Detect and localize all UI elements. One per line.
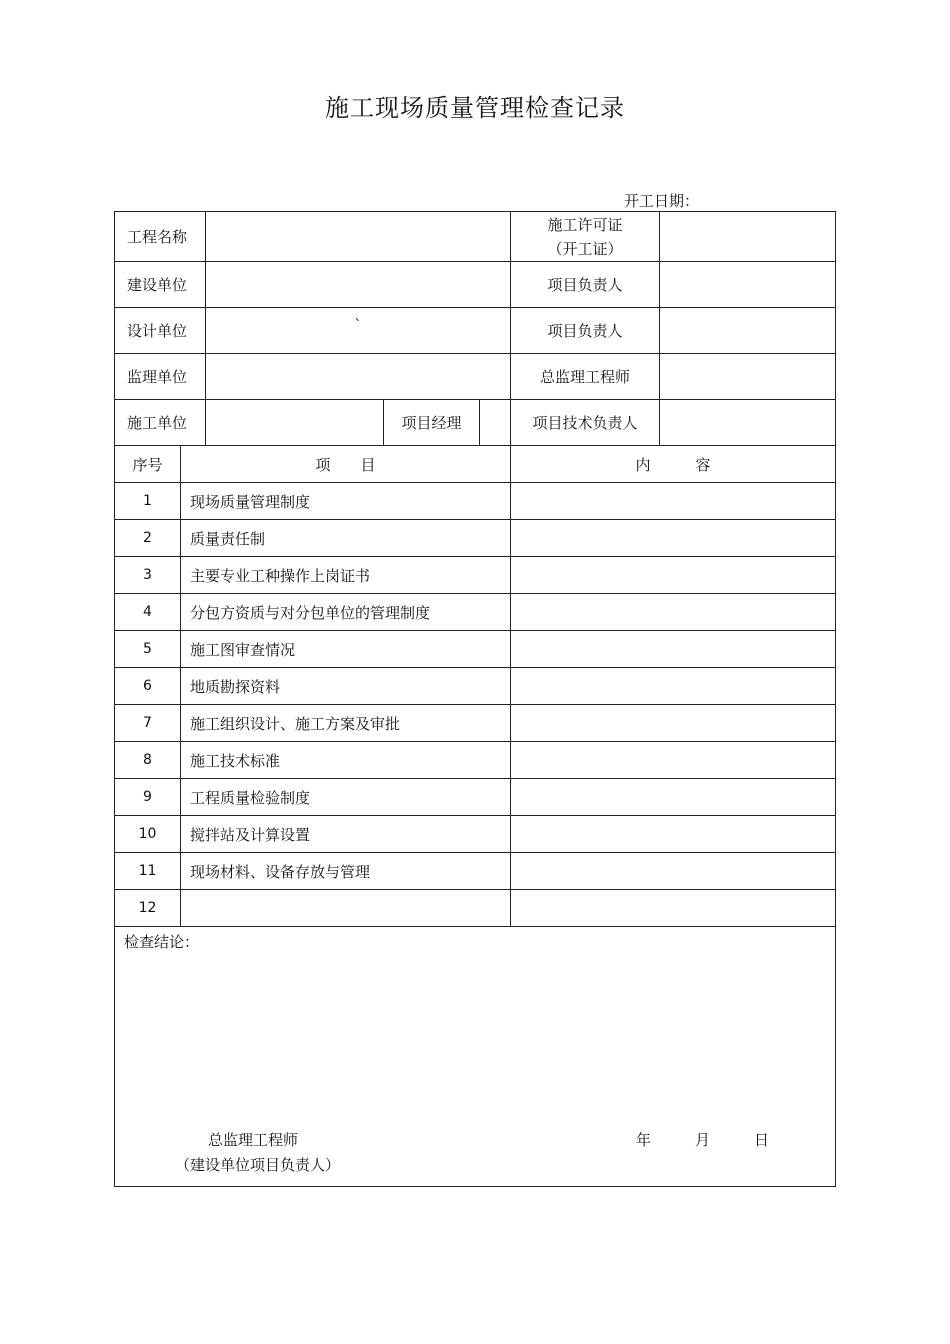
supervision-unit-label: 监理单位 — [115, 354, 206, 400]
table-row — [115, 779, 836, 816]
row-number: 3 — [115, 557, 181, 594]
chief-supervisor-label: 总监理工程师 — [511, 354, 660, 400]
construction-unit-label: 施工单位 — [115, 400, 206, 446]
technical-lead-label: 项目技术负责人 — [511, 400, 660, 446]
row-number: 9 — [115, 779, 181, 816]
row-item: 主要专业工种操作上岗证书 — [181, 557, 511, 594]
row-content[interactable] — [511, 890, 836, 927]
table-row — [115, 594, 836, 631]
col-header-content: 内 容 — [511, 446, 836, 483]
start-date-label: 开工日期： — [624, 192, 700, 210]
row-content[interactable] — [511, 779, 836, 816]
row-item: 施工技术标准 — [181, 742, 511, 779]
row-content[interactable] — [511, 631, 836, 668]
row-content[interactable] — [511, 742, 836, 779]
project-manager-label: 项目经理 — [384, 400, 480, 446]
build-manager-value[interactable] — [660, 262, 836, 308]
row-content[interactable] — [511, 668, 836, 705]
table-row — [115, 890, 836, 927]
row-number: 4 — [115, 594, 181, 631]
row-item — [181, 890, 511, 927]
table-row — [115, 853, 836, 890]
table-row — [115, 483, 836, 520]
row-content[interactable] — [511, 557, 836, 594]
row-number: 2 — [115, 520, 181, 557]
construction-unit-value[interactable] — [206, 400, 384, 446]
row-content[interactable] — [511, 853, 836, 890]
month-label: 月 — [695, 1131, 711, 1149]
project-manager-value[interactable] — [480, 400, 511, 446]
table-row — [115, 520, 836, 557]
row-number: 1 — [115, 483, 181, 520]
table-row — [115, 742, 836, 779]
day-label: 日 — [754, 1131, 770, 1149]
row-content[interactable] — [511, 483, 836, 520]
row-content[interactable] — [511, 520, 836, 557]
inspection-table — [114, 211, 836, 1187]
supervision-unit-value[interactable] — [206, 354, 511, 400]
table-row — [115, 631, 836, 668]
row-number: 8 — [115, 742, 181, 779]
row-item: 现场材料、设备存放与管理 — [181, 853, 511, 890]
row-content[interactable] — [511, 594, 836, 631]
row-number: 11 — [115, 853, 181, 890]
table-row — [115, 816, 836, 853]
row-number: 5 — [115, 631, 181, 668]
row-item: 现场质量管理制度 — [181, 483, 511, 520]
table-row — [115, 705, 836, 742]
permit-value[interactable] — [660, 212, 836, 262]
row-content[interactable] — [511, 816, 836, 853]
project-name-value[interactable] — [206, 212, 511, 262]
stray-mark: ` — [354, 316, 362, 334]
row-content[interactable] — [511, 705, 836, 742]
table-row — [115, 557, 836, 594]
build-unit-value[interactable] — [206, 262, 511, 308]
design-unit-label: 设计单位 — [115, 308, 206, 354]
row-item: 质量责任制 — [181, 520, 511, 557]
permit-label — [511, 212, 660, 262]
row-item: 搅拌站及计算设置 — [181, 816, 511, 853]
build-manager-label: 项目负责人 — [511, 262, 660, 308]
conclusion-label: 检查结论： — [124, 933, 200, 951]
row-item: 地质勘探资料 — [181, 668, 511, 705]
page-title: 施工现场质量管理检查记录 — [325, 94, 625, 122]
design-manager-value[interactable] — [660, 308, 836, 354]
row-item: 工程质量检验制度 — [181, 779, 511, 816]
col-header-no: 序号 — [115, 446, 181, 483]
permit-label-line2: （开工证） — [547, 239, 623, 258]
build-unit-label: 建设单位 — [115, 262, 206, 308]
build-unit-manager-note: （建设单位项目负责人） — [175, 1156, 341, 1174]
row-number: 12 — [115, 890, 181, 927]
project-name-label: 工程名称 — [115, 212, 206, 262]
design-manager-label: 项目负责人 — [511, 308, 660, 354]
design-unit-value[interactable] — [206, 308, 511, 354]
row-item: 施工组织设计、施工方案及审批 — [181, 705, 511, 742]
table-row — [115, 668, 836, 705]
year-label: 年 — [636, 1131, 652, 1149]
conclusion-cell[interactable] — [115, 927, 836, 1187]
col-header-item: 项 目 — [181, 446, 511, 483]
row-number: 6 — [115, 668, 181, 705]
row-item: 分包方资质与对分包单位的管理制度 — [181, 594, 511, 631]
chief-supervisor-value[interactable] — [660, 354, 836, 400]
row-item: 施工图审查情况 — [181, 631, 511, 668]
row-number: 10 — [115, 816, 181, 853]
row-number: 7 — [115, 705, 181, 742]
permit-label-line1: 施工许可证 — [547, 215, 623, 234]
technical-lead-value[interactable] — [660, 400, 836, 446]
chief-supervisor-signature-label: 总监理工程师 — [208, 1131, 299, 1149]
